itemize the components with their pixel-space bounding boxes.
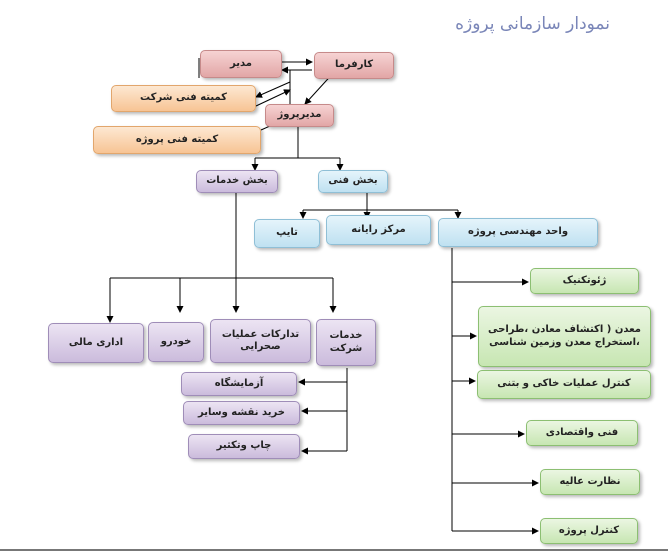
- node-company-services[interactable]: خدمات شرکت: [316, 319, 376, 366]
- node-tech-dept[interactable]: بخش فنی: [318, 170, 388, 193]
- node-typist[interactable]: تایپ: [254, 219, 320, 248]
- node-project-manager[interactable]: مدیرپروژ: [265, 104, 334, 127]
- node-geotechnics[interactable]: ژئوتکنیک: [530, 268, 639, 294]
- node-laboratory[interactable]: آزمایشگاه: [181, 372, 297, 396]
- node-administrative-financial[interactable]: اداری مالی: [48, 323, 144, 363]
- bottom-divider: [0, 549, 668, 551]
- node-high-supervision[interactable]: نظارت عالیه: [540, 469, 640, 495]
- node-mine-exploration[interactable]: معدن ( اکتشاف معادن ،طراحی ،استخراج معدن وزمین شناسی: [478, 306, 651, 367]
- node-technical-economic[interactable]: فنی واقتصادی: [526, 420, 638, 446]
- edge-to-company-committee: [256, 82, 290, 97]
- node-computer-center[interactable]: مرکز رایانه: [326, 215, 431, 245]
- node-field-operations-logistics[interactable]: تدارکات عملیات صحرایی: [210, 319, 311, 363]
- chart-title: نمودار سازمانی پروژه: [455, 14, 610, 34]
- node-employer[interactable]: کارفرما: [314, 52, 394, 79]
- node-company-tech-committee[interactable]: کمیته فنی شرکت: [111, 85, 256, 112]
- node-project-tech-committee[interactable]: کمیته فنی پروژه: [93, 126, 261, 154]
- node-project-control[interactable]: کنترل پروژه: [540, 518, 638, 544]
- node-project-engineering-unit[interactable]: واحد مهندسی پروژه: [438, 218, 598, 247]
- node-printing-copying[interactable]: چاپ وتکثیر: [188, 434, 300, 459]
- node-manager[interactable]: مدیر: [200, 50, 282, 78]
- node-soil-concrete-control[interactable]: کنترل عملیات خاکی و بتنی: [477, 370, 651, 399]
- node-map-purchase[interactable]: خرید نقشه وسایر: [183, 401, 300, 425]
- node-vehicle[interactable]: خودرو: [148, 322, 204, 362]
- node-services-dept[interactable]: بخش خدمات: [196, 170, 278, 193]
